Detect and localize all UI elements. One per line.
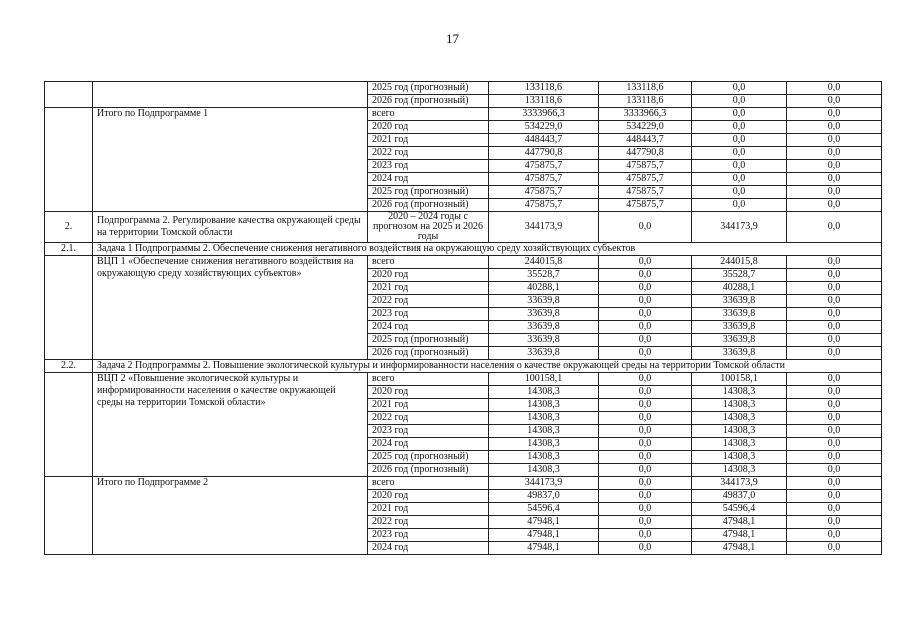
value-cell-c3: 33639,8 <box>692 347 787 360</box>
value-cell-c4: 0,0 <box>787 108 882 121</box>
value-cell-c4: 0,0 <box>787 451 882 464</box>
task-number: 2.1. <box>45 243 93 256</box>
value-cell-c4: 0,0 <box>787 134 882 147</box>
value-cell-c3: 49837,0 <box>692 490 787 503</box>
value-cell-c1: 447790,8 <box>489 147 599 160</box>
value-cell-c2: 0,0 <box>599 308 692 321</box>
value-cell-c1: 33639,8 <box>489 347 599 360</box>
value-cell-c1: 14308,3 <box>489 399 599 412</box>
row-number-cell <box>45 477 93 555</box>
value-cell-c3: 47948,1 <box>692 516 787 529</box>
period-cell: 2024 год <box>368 438 489 451</box>
period-cell: 2022 год <box>368 412 489 425</box>
item-name: Итого по Подпрограмме 1 <box>97 108 209 119</box>
budget-table <box>44 81 882 555</box>
value-cell-c1: 448443,7 <box>489 134 599 147</box>
value-cell-c4: 0,0 <box>787 282 882 295</box>
value-cell-c3: 0,0 <box>692 186 787 199</box>
value-cell-c2: 0,0 <box>599 451 692 464</box>
value-cell-c3: 0,0 <box>692 121 787 134</box>
period-cell: 2020 год <box>368 121 489 134</box>
value-cell-c2: 0,0 <box>599 412 692 425</box>
value-cell-c1: 344173,9 <box>489 477 599 490</box>
value-cell-c3: 35528,7 <box>692 269 787 282</box>
value-cell-c1: 3333966,3 <box>489 108 599 121</box>
period-cell: 2023 год <box>368 425 489 438</box>
value-cell-c1: 35528,7 <box>489 269 599 282</box>
value-cell-c2: 133118,6 <box>599 82 692 95</box>
period-cell: 2021 год <box>368 399 489 412</box>
table-row <box>45 373 882 386</box>
period-cell: 2021 год <box>368 503 489 516</box>
value-cell-c4: 0,0 <box>787 373 882 386</box>
period-cell: 2023 год <box>368 308 489 321</box>
value-cell-c3: 14308,3 <box>692 399 787 412</box>
value-cell-c1: 133118,6 <box>489 82 599 95</box>
value-cell-c2: 133118,6 <box>599 95 692 108</box>
value-cell-c3: 14308,3 <box>692 425 787 438</box>
period-cell: 2023 год <box>368 160 489 173</box>
value-cell-c1: 133118,6 <box>489 95 599 108</box>
period-cell: 2026 год (прогнозный) <box>368 464 489 477</box>
value-cell-c1: 475875,7 <box>489 199 599 212</box>
value-cell-c1: 40288,1 <box>489 282 599 295</box>
period-cell: 2024 год <box>368 542 489 555</box>
value-cell-c4: 0,0 <box>787 490 882 503</box>
value-cell-c2: 0,0 <box>599 373 692 386</box>
table-row <box>45 256 882 269</box>
value-cell-c1: 33639,8 <box>489 334 599 347</box>
value-cell-c2: 534229,0 <box>599 121 692 134</box>
value-cell-c4: 0,0 <box>787 464 882 477</box>
value-cell-c3: 14308,3 <box>692 386 787 399</box>
value-cell-c2: 0,0 <box>599 386 692 399</box>
period-cell: 2020 год <box>368 269 489 282</box>
item-name-cell <box>93 256 368 360</box>
value-cell-c4: 0,0 <box>787 386 882 399</box>
item-name-cell <box>93 108 368 212</box>
value-cell-c1: 534229,0 <box>489 121 599 134</box>
value-cell-c2: 475875,7 <box>599 173 692 186</box>
value-cell-c3: 0,0 <box>692 199 787 212</box>
period-cell: 2020 год <box>368 490 489 503</box>
value-cell-c3: 14308,3 <box>692 451 787 464</box>
period-cell: всего <box>368 373 489 386</box>
period-cell: 2023 год <box>368 529 489 542</box>
row-number-cell <box>45 373 93 477</box>
value-cell-c2: 475875,7 <box>599 186 692 199</box>
value-cell-c3: 40288,1 <box>692 282 787 295</box>
value-cell-c1: 47948,1 <box>489 516 599 529</box>
period-cell: 2024 год <box>368 173 489 186</box>
value-cell-c4: 0,0 <box>787 173 882 186</box>
value-cell-c4: 0,0 <box>787 334 882 347</box>
task-number: 2.2. <box>45 360 93 373</box>
value-cell-c4: 0,0 <box>787 412 882 425</box>
row-number-cell <box>45 108 93 212</box>
value-cell-c4: 0,0 <box>787 95 882 108</box>
value-cell-c3: 14308,3 <box>692 438 787 451</box>
value-cell-c2: 0,0 <box>599 477 692 490</box>
value-cell-c1: 475875,7 <box>489 186 599 199</box>
table-row <box>45 108 882 121</box>
value-cell-c4: 0,0 <box>787 186 882 199</box>
value-cell-c4: 0,0 <box>787 147 882 160</box>
value-cell-c3: 54596,4 <box>692 503 787 516</box>
period-cell: 2025 год (прогнозный) <box>368 451 489 464</box>
period-cell: 2025 год (прогнозный) <box>368 82 489 95</box>
value-cell-c2: 475875,7 <box>599 160 692 173</box>
item-name: ВЦП 2 «Повышение экологической культуры и информированности населения о качестве окружающей среды на территории Томской области» <box>97 373 336 408</box>
value-cell-c3: 0,0 <box>692 108 787 121</box>
period-cell: всего <box>368 256 489 269</box>
value-cell-c2: 0,0 <box>599 425 692 438</box>
value-cell-c4: 0,0 <box>787 438 882 451</box>
row-number-cell <box>45 82 93 108</box>
period-cell: 2022 год <box>368 516 489 529</box>
period-cell: 2021 год <box>368 282 489 295</box>
value-cell-c4: 0,0 <box>787 477 882 490</box>
value-cell-c3: 0,0 <box>692 82 787 95</box>
period-cell: 2022 год <box>368 295 489 308</box>
value-cell-c1: 475875,7 <box>489 160 599 173</box>
value-cell-c1: 244015,8 <box>489 256 599 269</box>
value-cell-c3: 0,0 <box>692 160 787 173</box>
value-cell-c2: 0,0 <box>599 334 692 347</box>
value-cell-c2: 3333966,3 <box>599 108 692 121</box>
value-cell-c4: 0,0 <box>787 199 882 212</box>
subprogram-value-c1: 344173,9 <box>489 212 599 243</box>
value-cell-c3: 47948,1 <box>692 542 787 555</box>
value-cell-c1: 14308,3 <box>489 386 599 399</box>
table-row <box>45 82 882 95</box>
value-cell-c2: 0,0 <box>599 542 692 555</box>
value-cell-c2: 0,0 <box>599 321 692 334</box>
period-cell: 2025 год (прогнозный) <box>368 186 489 199</box>
subprogram-name: Подпрограмма 2. Регулирование качества окружающей среды на территории Томской области <box>93 212 368 243</box>
value-cell-c4: 0,0 <box>787 256 882 269</box>
page-number: 17 <box>446 31 459 46</box>
item-name: Итого по Подпрограмме 2 <box>97 477 209 488</box>
subprogram-row <box>45 212 882 243</box>
value-cell-c2: 0,0 <box>599 516 692 529</box>
value-cell-c3: 33639,8 <box>692 308 787 321</box>
value-cell-c3: 33639,8 <box>692 295 787 308</box>
value-cell-c2: 0,0 <box>599 503 692 516</box>
value-cell-c4: 0,0 <box>787 121 882 134</box>
row-number-cell <box>45 256 93 360</box>
value-cell-c2: 0,0 <box>599 295 692 308</box>
period-cell: 2020 год <box>368 386 489 399</box>
value-cell-c3: 0,0 <box>692 134 787 147</box>
value-cell-c3: 0,0 <box>692 95 787 108</box>
value-cell-c3: 100158,1 <box>692 373 787 386</box>
value-cell-c4: 0,0 <box>787 269 882 282</box>
value-cell-c4: 0,0 <box>787 308 882 321</box>
subprogram-value-c2: 0,0 <box>599 212 692 243</box>
value-cell-c2: 0,0 <box>599 490 692 503</box>
value-cell-c1: 14308,3 <box>489 425 599 438</box>
value-cell-c2: 0,0 <box>599 347 692 360</box>
value-cell-c2: 475875,7 <box>599 199 692 212</box>
period-cell: 2022 год <box>368 147 489 160</box>
value-cell-c3: 33639,8 <box>692 321 787 334</box>
period-cell: всего <box>368 108 489 121</box>
value-cell-c4: 0,0 <box>787 321 882 334</box>
task-title: Задача 1 Подпрограммы 2. Обеспечение снижения негативного воздействия на окружающую среду хозяйствующих субъектов <box>93 243 882 256</box>
value-cell-c2: 448443,7 <box>599 134 692 147</box>
value-cell-c3: 344173,9 <box>692 477 787 490</box>
subprogram-period: 2020 – 2024 годы с прогнозом на 2025 и 2026 годы <box>368 212 489 243</box>
table-body <box>45 82 882 555</box>
item-name-cell <box>93 477 368 555</box>
value-cell-c4: 0,0 <box>787 529 882 542</box>
value-cell-c3: 0,0 <box>692 147 787 160</box>
value-cell-c1: 14308,3 <box>489 438 599 451</box>
value-cell-c1: 33639,8 <box>489 295 599 308</box>
subprogram-value-c3: 344173,9 <box>692 212 787 243</box>
task-row <box>45 360 882 373</box>
value-cell-c2: 0,0 <box>599 438 692 451</box>
value-cell-c1: 54596,4 <box>489 503 599 516</box>
value-cell-c4: 0,0 <box>787 295 882 308</box>
value-cell-c3: 14308,3 <box>692 412 787 425</box>
value-cell-c1: 475875,7 <box>489 173 599 186</box>
item-name-cell <box>93 82 368 108</box>
value-cell-c1: 49837,0 <box>489 490 599 503</box>
subprogram-number: 2. <box>45 212 93 243</box>
value-cell-c1: 14308,3 <box>489 451 599 464</box>
value-cell-c2: 0,0 <box>599 399 692 412</box>
period-cell: 2026 год (прогнозный) <box>368 199 489 212</box>
subprogram-value-c4: 0,0 <box>787 212 882 243</box>
value-cell-c2: 0,0 <box>599 282 692 295</box>
value-cell-c2: 0,0 <box>599 256 692 269</box>
period-cell: 2026 год (прогнозный) <box>368 95 489 108</box>
period-cell: 2024 год <box>368 321 489 334</box>
value-cell-c2: 447790,8 <box>599 147 692 160</box>
value-cell-c4: 0,0 <box>787 399 882 412</box>
task-row <box>45 243 882 256</box>
value-cell-c4: 0,0 <box>787 542 882 555</box>
value-cell-c1: 33639,8 <box>489 321 599 334</box>
value-cell-c4: 0,0 <box>787 516 882 529</box>
value-cell-c4: 0,0 <box>787 160 882 173</box>
value-cell-c1: 47948,1 <box>489 542 599 555</box>
value-cell-c4: 0,0 <box>787 503 882 516</box>
value-cell-c1: 100158,1 <box>489 373 599 386</box>
value-cell-c2: 0,0 <box>599 269 692 282</box>
period-cell: 2021 год <box>368 134 489 147</box>
value-cell-c3: 0,0 <box>692 173 787 186</box>
task-title: Задача 2 Подпрограммы 2. Повышение экологической культуры и информированности населения о качестве окружающей среды на территории Томской области <box>93 360 882 373</box>
value-cell-c1: 33639,8 <box>489 308 599 321</box>
value-cell-c4: 0,0 <box>787 347 882 360</box>
value-cell-c1: 47948,1 <box>489 529 599 542</box>
value-cell-c2: 0,0 <box>599 464 692 477</box>
value-cell-c3: 244015,8 <box>692 256 787 269</box>
value-cell-c3: 47948,1 <box>692 529 787 542</box>
table-row <box>45 477 882 490</box>
period-cell: 2025 год (прогнозный) <box>368 334 489 347</box>
value-cell-c3: 14308,3 <box>692 464 787 477</box>
value-cell-c4: 0,0 <box>787 82 882 95</box>
value-cell-c2: 0,0 <box>599 529 692 542</box>
value-cell-c4: 0,0 <box>787 425 882 438</box>
value-cell-c3: 33639,8 <box>692 334 787 347</box>
period-cell: 2026 год (прогнозный) <box>368 347 489 360</box>
value-cell-c1: 14308,3 <box>489 464 599 477</box>
item-name: ВЦП 1 «Обеспечение снижения негативного воздействия на окружающую среду хозяйствующих субъектов» <box>97 256 354 279</box>
item-name-cell <box>93 373 368 477</box>
value-cell-c1: 14308,3 <box>489 412 599 425</box>
period-cell: всего <box>368 477 489 490</box>
